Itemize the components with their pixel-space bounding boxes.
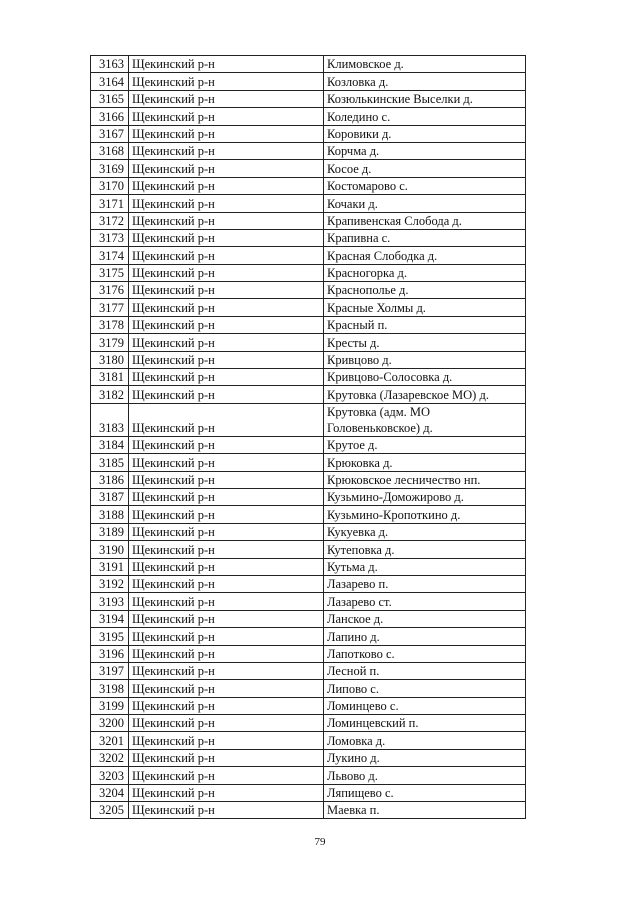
row-number: 3198 — [91, 680, 129, 697]
place-cell: Ломинцево с. — [324, 697, 526, 714]
district-cell: Щекинский р-н — [129, 316, 324, 333]
table-row — [91, 662, 526, 679]
district-cell: Щекинский р-н — [129, 732, 324, 749]
district-cell: Щекинский р-н — [129, 125, 324, 142]
row-number: 3172 — [91, 212, 129, 229]
district-cell: Щекинский р-н — [129, 299, 324, 316]
table-row — [91, 454, 526, 471]
district-cell: Щекинский р-н — [129, 680, 324, 697]
place-cell: Ланское д. — [324, 610, 526, 627]
district-cell: Щекинский р-н — [129, 749, 324, 766]
place-cell: Красные Холмы д. — [324, 299, 526, 316]
district-cell: Щекинский р-н — [129, 436, 324, 453]
row-number: 3173 — [91, 229, 129, 246]
table-row — [91, 610, 526, 627]
district-cell: Щекинский р-н — [129, 229, 324, 246]
table-row — [91, 195, 526, 212]
row-number: 3167 — [91, 125, 129, 142]
table-row — [91, 282, 526, 299]
district-cell: Щекинский р-н — [129, 523, 324, 540]
place-cell: Кузьмино-Кропоткино д. — [324, 506, 526, 523]
table-row — [91, 212, 526, 229]
row-number: 3178 — [91, 316, 129, 333]
place-cell: Крюковское лесничество нп. — [324, 471, 526, 488]
district-cell: Щекинский р-н — [129, 142, 324, 159]
district-cell: Щекинский р-н — [129, 56, 324, 73]
table-row — [91, 247, 526, 264]
row-number: 3190 — [91, 541, 129, 558]
district-cell: Щекинский р-н — [129, 282, 324, 299]
district-cell: Щекинский р-н — [129, 212, 324, 229]
table-row — [91, 784, 526, 801]
district-cell: Щекинский р-н — [129, 403, 324, 436]
place-cell: Коровики д. — [324, 125, 526, 142]
row-number: 3196 — [91, 645, 129, 662]
table-row — [91, 142, 526, 159]
district-cell: Щекинский р-н — [129, 767, 324, 784]
row-number: 3186 — [91, 471, 129, 488]
place-cell: Лазарево ст. — [324, 593, 526, 610]
row-number: 3180 — [91, 351, 129, 368]
row-number: 3201 — [91, 732, 129, 749]
place-cell: Лукино д. — [324, 749, 526, 766]
place-cell: Крутое д. — [324, 436, 526, 453]
row-number: 3187 — [91, 488, 129, 505]
table-row — [91, 229, 526, 246]
district-cell: Щекинский р-н — [129, 386, 324, 403]
table-row — [91, 715, 526, 732]
table-row — [91, 802, 526, 819]
row-number: 3181 — [91, 369, 129, 386]
place-cell: Ломовка д. — [324, 732, 526, 749]
table-row — [91, 523, 526, 540]
table-row — [91, 73, 526, 90]
place-cell: Красногорка д. — [324, 264, 526, 281]
district-cell: Щекинский р-н — [129, 784, 324, 801]
row-number: 3163 — [91, 56, 129, 73]
place-cell: Кузьмино-Доможирово д. — [324, 488, 526, 505]
place-cell: Крутовка (Лазаревское МО) д. — [324, 386, 526, 403]
row-number: 3204 — [91, 784, 129, 801]
place-cell: Козловка д. — [324, 73, 526, 90]
district-cell: Щекинский р-н — [129, 108, 324, 125]
district-cell: Щекинский р-н — [129, 247, 324, 264]
row-number: 3200 — [91, 715, 129, 732]
place-cell: Лазарево п. — [324, 575, 526, 592]
table-row — [91, 749, 526, 766]
place-cell: Ломинцевский п. — [324, 715, 526, 732]
row-number: 3183 — [91, 403, 129, 436]
district-cell: Щекинский р-н — [129, 802, 324, 819]
row-number: 3188 — [91, 506, 129, 523]
place-cell: Красная Слободка д. — [324, 247, 526, 264]
place-cell: Корчма д. — [324, 142, 526, 159]
row-number: 3165 — [91, 90, 129, 107]
district-cell: Щекинский р-н — [129, 177, 324, 194]
place-cell: Косое д. — [324, 160, 526, 177]
table-row — [91, 732, 526, 749]
table-row — [91, 628, 526, 645]
row-number: 3197 — [91, 662, 129, 679]
row-number: 3184 — [91, 436, 129, 453]
row-number: 3171 — [91, 195, 129, 212]
row-number: 3170 — [91, 177, 129, 194]
district-cell: Щекинский р-н — [129, 160, 324, 177]
page-number: 79 — [314, 836, 326, 848]
place-cell: Крапивенская Слобода д. — [324, 212, 526, 229]
place-cell: Кочаки д. — [324, 195, 526, 212]
place-cell: Климовское д. — [324, 56, 526, 73]
table-row — [91, 593, 526, 610]
district-cell: Щекинский р-н — [129, 73, 324, 90]
place-cell: Краснополье д. — [324, 282, 526, 299]
row-number: 3177 — [91, 299, 129, 316]
district-cell: Щекинский р-н — [129, 593, 324, 610]
table-row — [91, 488, 526, 505]
row-number: 3168 — [91, 142, 129, 159]
place-cell: Львово д. — [324, 767, 526, 784]
table-row — [91, 436, 526, 453]
district-cell: Щекинский р-н — [129, 662, 324, 679]
table-row — [91, 506, 526, 523]
district-cell: Щекинский р-н — [129, 334, 324, 351]
place-cell: Крапивна с. — [324, 229, 526, 246]
table-body — [91, 56, 526, 819]
row-number: 3182 — [91, 386, 129, 403]
table-row — [91, 299, 526, 316]
district-cell: Щекинский р-н — [129, 697, 324, 714]
table-row — [91, 645, 526, 662]
district-cell: Щекинский р-н — [129, 558, 324, 575]
row-number: 3169 — [91, 160, 129, 177]
district-cell: Щекинский р-н — [129, 645, 324, 662]
place-cell: Красный п. — [324, 316, 526, 333]
table-row — [91, 334, 526, 351]
place-cell: Ляпищево с. — [324, 784, 526, 801]
district-cell: Щекинский р-н — [129, 488, 324, 505]
row-number: 3193 — [91, 593, 129, 610]
table-row — [91, 680, 526, 697]
place-cell: Кутьма д. — [324, 558, 526, 575]
district-cell: Щекинский р-н — [129, 715, 324, 732]
place-cell: Кукуевка д. — [324, 523, 526, 540]
table-row — [91, 160, 526, 177]
row-number: 3189 — [91, 523, 129, 540]
row-number: 3205 — [91, 802, 129, 819]
row-number: 3185 — [91, 454, 129, 471]
district-cell: Щекинский р-н — [129, 541, 324, 558]
row-number: 3166 — [91, 108, 129, 125]
table-row — [91, 767, 526, 784]
table-row — [91, 264, 526, 281]
table-row — [91, 471, 526, 488]
table-row — [91, 316, 526, 333]
district-cell: Щекинский р-н — [129, 90, 324, 107]
place-cell: Кривцово-Солосовка д. — [324, 369, 526, 386]
place-cell: Лапотково с. — [324, 645, 526, 662]
district-cell: Щекинский р-н — [129, 610, 324, 627]
table-row — [91, 697, 526, 714]
place-cell: Крутовка (адм. МО Головеньковское) д. — [324, 403, 526, 436]
place-cell: Лапино д. — [324, 628, 526, 645]
place-cell: Кутеповка д. — [324, 541, 526, 558]
settlements-table — [90, 55, 526, 819]
place-cell: Крюковка д. — [324, 454, 526, 471]
row-number: 3164 — [91, 73, 129, 90]
place-cell: Липово с. — [324, 680, 526, 697]
district-cell: Щекинский р-н — [129, 264, 324, 281]
place-cell: Лесной п. — [324, 662, 526, 679]
row-number: 3195 — [91, 628, 129, 645]
place-cell: Коледино с. — [324, 108, 526, 125]
table-row — [91, 351, 526, 368]
district-cell: Щекинский р-н — [129, 628, 324, 645]
place-cell: Маевка п. — [324, 802, 526, 819]
table-row — [91, 177, 526, 194]
table-row — [91, 125, 526, 142]
row-number: 3175 — [91, 264, 129, 281]
row-number: 3179 — [91, 334, 129, 351]
district-cell: Щекинский р-н — [129, 471, 324, 488]
place-cell: Кресты д. — [324, 334, 526, 351]
table-row — [91, 575, 526, 592]
district-cell: Щекинский р-н — [129, 575, 324, 592]
row-number: 3194 — [91, 610, 129, 627]
table-row — [91, 90, 526, 107]
row-number: 3176 — [91, 282, 129, 299]
table-row — [91, 403, 526, 436]
table-row — [91, 558, 526, 575]
district-cell: Щекинский р-н — [129, 506, 324, 523]
table-row — [91, 541, 526, 558]
row-number: 3191 — [91, 558, 129, 575]
row-number: 3202 — [91, 749, 129, 766]
district-cell: Щекинский р-н — [129, 454, 324, 471]
place-cell: Кривцово д. — [324, 351, 526, 368]
table-row — [91, 386, 526, 403]
row-number: 3174 — [91, 247, 129, 264]
district-cell: Щекинский р-н — [129, 369, 324, 386]
table-row — [91, 56, 526, 73]
place-cell: Костомарово с. — [324, 177, 526, 194]
place-cell: Козюлькинские Выселки д. — [324, 90, 526, 107]
district-cell: Щекинский р-н — [129, 195, 324, 212]
row-number: 3203 — [91, 767, 129, 784]
row-number: 3199 — [91, 697, 129, 714]
table-row — [91, 108, 526, 125]
district-cell: Щекинский р-н — [129, 351, 324, 368]
row-number: 3192 — [91, 575, 129, 592]
table-row — [91, 369, 526, 386]
